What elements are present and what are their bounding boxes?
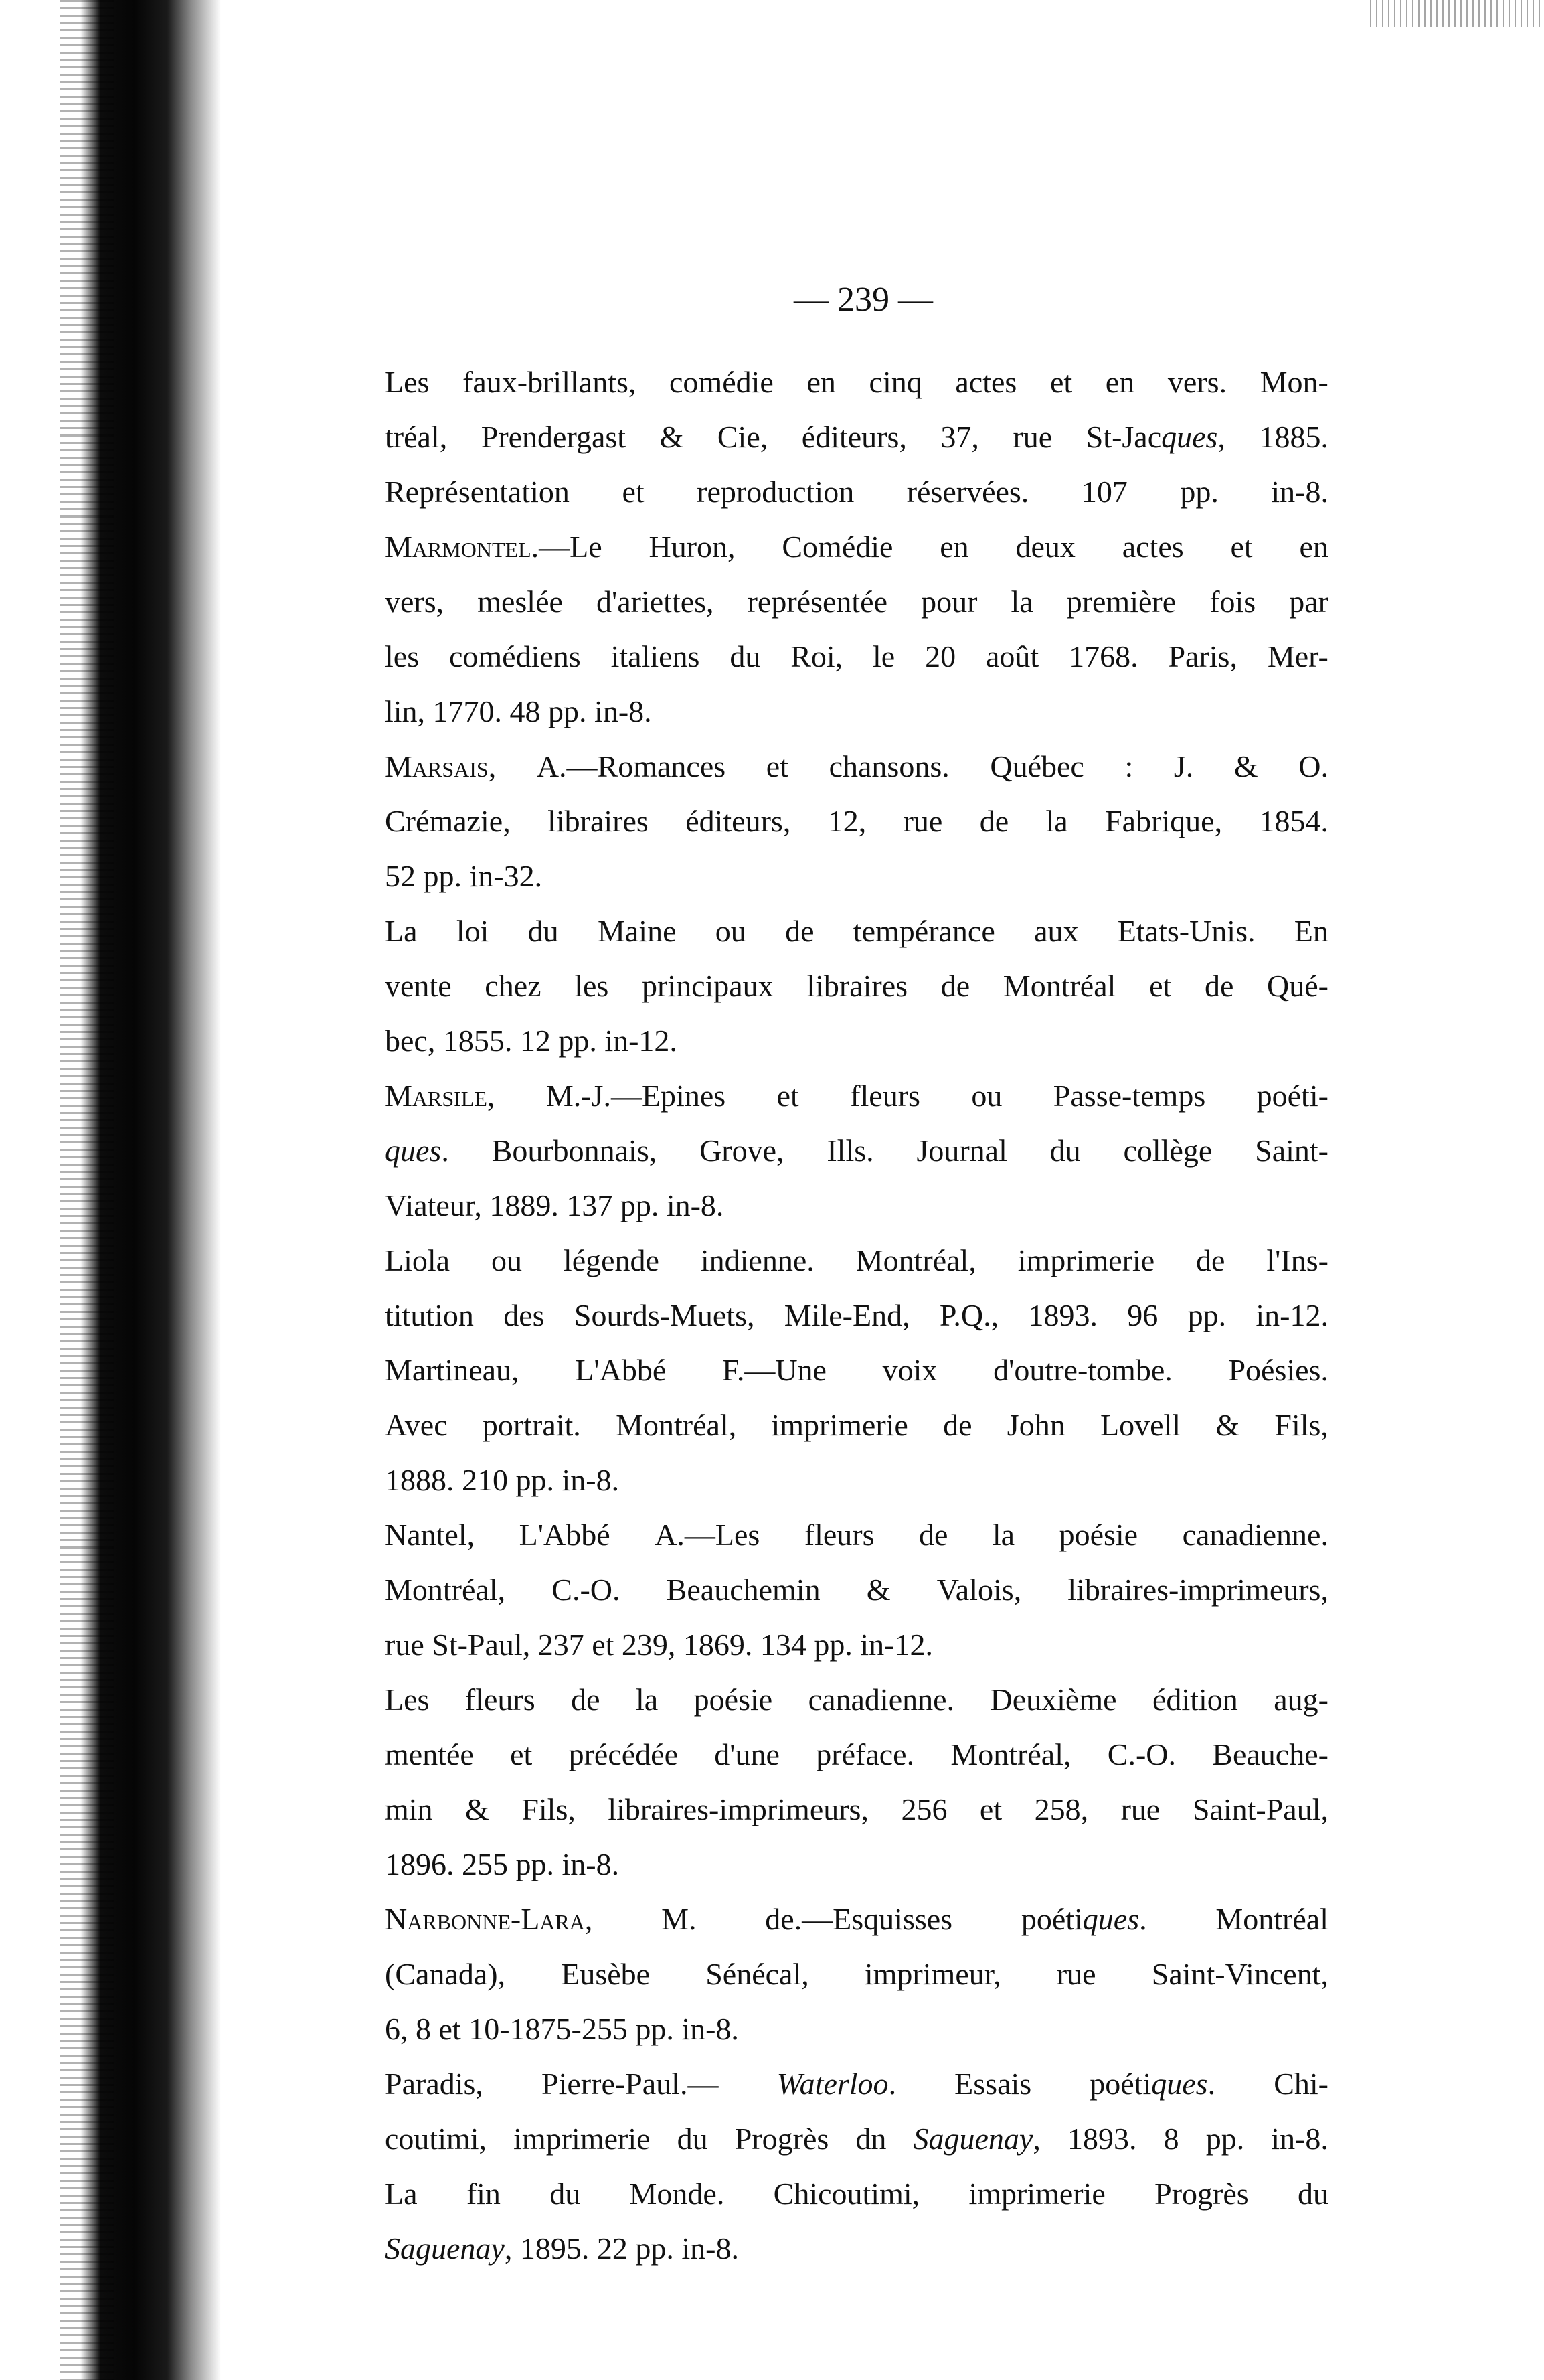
text-line: Les faux-brillants, comédie en cinq actes et en vers. Mon- — [385, 365, 1328, 399]
text-line: Nantel, L'Abbé A.—Les fleurs de la poésie canadienne. — [385, 1518, 1328, 1552]
text-line: Avec portrait. Montréal, imprimerie de John Lovell & Fils, — [385, 1408, 1328, 1442]
text-line: Liola ou légende indienne. Montréal, imprimerie de l'Ins- — [385, 1243, 1328, 1277]
text-line: Marsais, A.—Romances et chansons. Québec : J. & O. — [385, 749, 1328, 783]
scan-speckle-top — [1370, 0, 1544, 27]
text-line: min & Fils, libraires-imprimeurs, 256 et 258, rue Saint-Paul, — [385, 1792, 1328, 1826]
text-line: Viateur, 1889. 137 pp. in-8. — [385, 1188, 724, 1222]
text-line: 1896. 255 pp. in-8. — [385, 1847, 620, 1881]
text-line: Marmontel.—Le Huron, Comédie en deux actes et en — [385, 530, 1328, 564]
text-line: vente chez les principaux libraires de Montréal et de Qué- — [385, 969, 1328, 1003]
text-line: La fin du Monde. Chicoutimi, imprimerie Progrès du — [385, 2176, 1328, 2211]
text-line: Marsile, M.-J.—Epines et fleurs ou Passe-temps poéti- — [385, 1079, 1328, 1113]
text-line: Représentation et reproduction réservées. 107 pp. in-8. — [385, 475, 1328, 509]
text-line: bec, 1855. 12 pp. in-12. — [385, 1024, 677, 1058]
text-line: ques. Bourbonnais, Grove, Ills. Journal du collège Saint- — [385, 1133, 1328, 1168]
text-line: Les fleurs de la poésie canadienne. Deuxième édition aug- — [385, 1682, 1328, 1717]
text-line: rue St-Paul, 237 et 239, 1869. 134 pp. in-12. — [385, 1628, 933, 1662]
text-line: Montréal, C.-O. Beauchemin & Valois, libraires-imprimeurs, — [385, 1573, 1328, 1607]
text-line: La loi du Maine ou de tempérance aux Etats-Unis. En — [385, 914, 1328, 948]
text-line: Paradis, Pierre-Paul.— Waterloo. Essais poétiques. Chi- — [385, 2067, 1328, 2101]
text-line: Saguenay , 1895. 22 pp. in-8. — [385, 2231, 739, 2266]
text-line: titution des Sourds-Muets, Mile-End, P.Q., 1893. 96 pp. in-12. — [385, 1298, 1328, 1332]
text-line: Martineau, L'Abbé F.—Une voix d'outre-tombe. Poésies. — [385, 1353, 1328, 1387]
text-line: 52 pp. in-32. — [385, 859, 543, 893]
bibliography-text — [385, 355, 1328, 2276]
scan-speckle — [60, 0, 114, 2380]
page-number: — 239 — — [794, 281, 933, 319]
text-line: vers, meslée d'ariettes, représentée pour la première fois par — [385, 584, 1328, 619]
text-line: mentée et précédée d'une préface. Montréal, C.-O. Beauche- — [385, 1737, 1328, 1771]
text-line: les comédiens italiens du Roi, le 20 août 1768. Paris, Mer- — [385, 639, 1328, 673]
text-line: tréal, Prendergast & Cie, éditeurs, 37, rue St-Jacques, 1885. — [385, 420, 1328, 454]
text-line: lin, 1770. 48 pp. in-8. — [385, 694, 652, 728]
text-line: (Canada), Eusèbe Sénécal, imprimeur, rue Saint-Vincent, — [385, 1957, 1328, 1991]
text-line: coutimi, imprimerie du Progrès dn Saguenay, 1893. 8 pp. in-8. — [385, 2122, 1328, 2156]
text-line: Crémazie, libraires éditeurs, 12, rue de la Fabrique, 1854. — [385, 804, 1328, 838]
text-line: Narbonne-Lara, M. de.—Esquisses poétiques. Montréal — [385, 1902, 1328, 1936]
text-line: 6, 8 et 10-1875-255 pp. in-8. — [385, 2012, 739, 2046]
text-line: 1888. 210 pp. in-8. — [385, 1463, 620, 1497]
